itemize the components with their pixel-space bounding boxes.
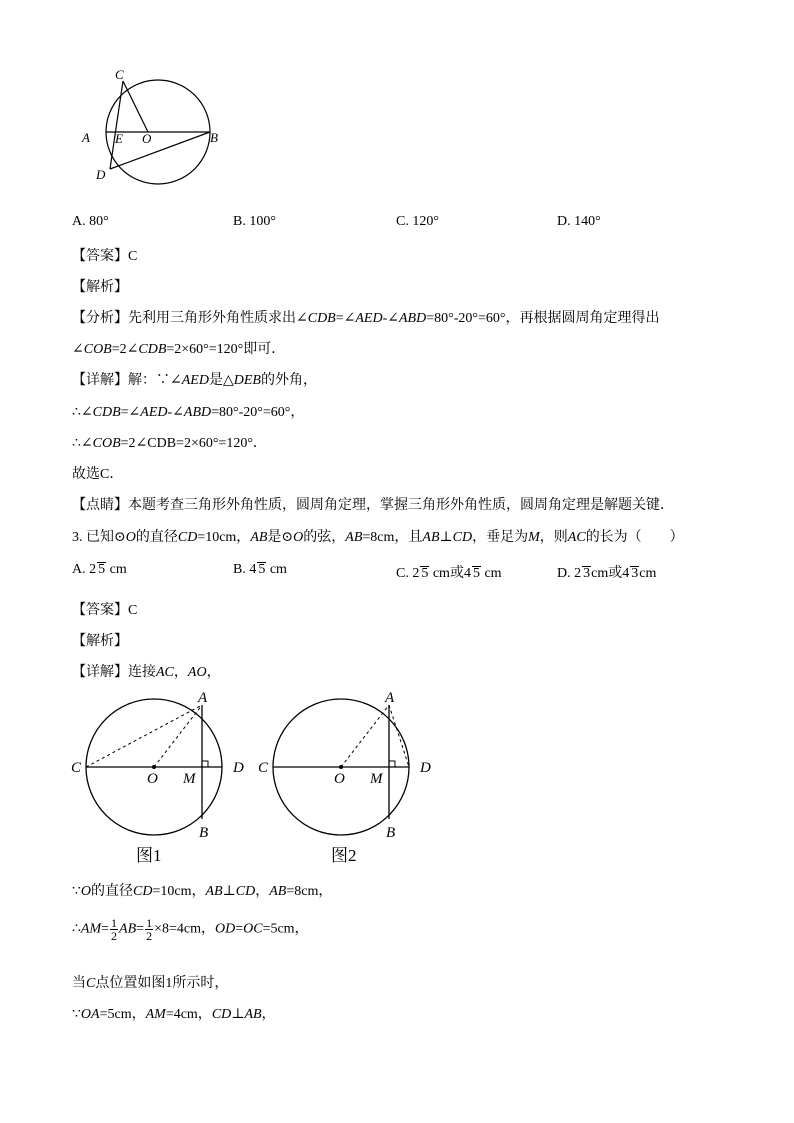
chord-cd (110, 81, 123, 169)
segment-ao (341, 705, 389, 767)
var: ABD (183, 405, 212, 420)
q2-fenxi-line1 (72, 307, 659, 327)
point-e-label: E (115, 131, 123, 146)
sqrt: 3 (631, 566, 639, 581)
point-d-label: D (420, 760, 431, 776)
var: AB (345, 530, 363, 545)
q2-option-d: D. 140° (557, 214, 601, 229)
text: ∴∠ (72, 405, 93, 420)
var: AC (156, 665, 174, 680)
point-b-label: B (386, 825, 396, 841)
text: cm (639, 566, 657, 581)
point-c-label: C (115, 67, 124, 82)
var: CDB (92, 405, 121, 420)
text: =10cm， (197, 530, 251, 545)
var: OA (80, 1007, 100, 1022)
q3-option-a (72, 562, 127, 578)
fraction-half (145, 917, 153, 942)
point-o-label: O (334, 771, 345, 787)
denominator: 2 (111, 929, 118, 943)
denominator: 2 (146, 929, 153, 943)
q2-option-b: B. 100° (233, 214, 276, 229)
center-point (339, 765, 343, 769)
q2-fenxi-line2 (72, 338, 285, 358)
q2-step-2 (72, 432, 267, 452)
sqrt: 5 (98, 562, 106, 577)
var: DEB (233, 373, 261, 388)
text: B. 4 (233, 562, 257, 577)
numerator: 1 (146, 916, 153, 930)
text: cm或4 (591, 566, 630, 581)
point-c-label: C (71, 760, 82, 776)
right-angle-mark (202, 761, 208, 767)
text: 点位置如图1所示时， (95, 976, 229, 991)
q2-analysis-heading: 【解析】 (72, 280, 128, 295)
text: 3. 已知⊙ (72, 530, 126, 545)
q2-step-1 (72, 401, 304, 421)
text: ， (206, 665, 221, 680)
text: ，则 (539, 530, 568, 545)
var: CD (211, 1007, 232, 1022)
text: =10cm， (152, 884, 206, 899)
text: -∠ (382, 311, 399, 326)
center-point (152, 765, 156, 769)
text: =80°-20°=60°， (211, 405, 305, 420)
text: 解：∵∠ (128, 373, 182, 388)
point-d-label: D (233, 760, 244, 776)
text: =2∠CDB=2×60°=120°． (120, 436, 267, 451)
text: 当 (72, 976, 86, 991)
text: ∠ (72, 342, 84, 357)
var: COB (92, 436, 121, 451)
point-a-label: A (82, 130, 90, 145)
point-a-label: A (198, 690, 208, 706)
text: 的直径 (91, 884, 134, 899)
var: AO (187, 665, 207, 680)
q3-xiangjie (72, 661, 221, 681)
var: OC (243, 921, 263, 937)
text: ⊥ (439, 530, 453, 545)
text: ∵ (72, 884, 81, 899)
figure-1-caption: 图1 (136, 846, 162, 865)
text: =2∠ (111, 342, 139, 357)
text: =∠ (120, 405, 141, 420)
text: 的外角， (260, 373, 317, 388)
q3-work-line-3 (72, 972, 228, 992)
point-a-label: A (385, 690, 395, 706)
text: =2×60°=120°即可． (166, 342, 286, 357)
var: AB (250, 530, 268, 545)
text: cm (480, 566, 502, 581)
numerator: 1 (111, 916, 118, 930)
text: 是⊙ (267, 530, 294, 545)
text: 是△ (208, 373, 234, 388)
text: 的长为（ ） (585, 530, 684, 545)
figure-2 (253, 688, 453, 868)
var: AB (269, 884, 287, 899)
text: ，垂足为 (472, 530, 529, 545)
chord-co (123, 81, 148, 132)
q3-option-d (557, 562, 656, 582)
text: 连接 (128, 665, 156, 680)
var: AB (119, 921, 137, 937)
q2-dianjing: 【点睛】本题考查三角形外角性质，圆周角定理，掌握三角形外角性质，圆周角定理是解题关键． (72, 498, 674, 513)
q3-work-line-4 (72, 1003, 276, 1023)
text: =8cm，且 (362, 530, 423, 545)
text: cm或4 (429, 566, 471, 581)
text: = (101, 921, 110, 937)
fenxi-tag: 【分析】 (72, 311, 128, 326)
text: ， (261, 1007, 276, 1022)
var: AED (355, 311, 383, 326)
text: ∴∠ (72, 436, 93, 451)
var: CD (452, 530, 473, 545)
var: AB (205, 884, 223, 899)
var: AM (80, 921, 102, 937)
var: AED (140, 405, 168, 420)
text: cm (266, 562, 287, 577)
segment-ac (86, 705, 202, 767)
var: C (86, 976, 96, 991)
fraction-half (110, 917, 118, 942)
var: O (80, 884, 92, 899)
sqrt: 5 (421, 566, 429, 581)
q3-option-c (396, 562, 502, 582)
text: ⊥ (222, 884, 236, 899)
point-m-label: M (370, 771, 383, 787)
var: CDB (307, 311, 336, 326)
text: =5cm， (262, 921, 309, 937)
xiangjie-tag: 【详解】 (72, 665, 128, 680)
text: A. 2 (72, 562, 97, 577)
q2-choose: 故选C． (72, 467, 124, 482)
q2-xiangjie (72, 369, 317, 389)
text: ×8=4cm， (154, 921, 215, 937)
var: CD (177, 530, 198, 545)
segment-ad (389, 705, 409, 767)
chord-db (110, 132, 210, 169)
text: ⊥ (231, 1007, 245, 1022)
point-d-label: D (96, 167, 106, 182)
var: ABD (399, 311, 427, 326)
q3-analysis-heading: 【解析】 (72, 634, 128, 649)
q2-answer: 【答案】C (72, 249, 138, 264)
var: AED (181, 373, 209, 388)
var: COB (83, 342, 112, 357)
right-angle-mark (389, 761, 395, 767)
var: AB (422, 530, 440, 545)
text: 的直径 (135, 530, 178, 545)
text: 的弦， (303, 530, 346, 545)
sqrt: 3 (583, 566, 591, 581)
text: cm (106, 562, 127, 577)
text: =∠ (335, 311, 356, 326)
text: C. 2 (396, 566, 420, 581)
var: O (293, 530, 304, 545)
var: OD (214, 921, 236, 937)
xiangjie-tag: 【详解】 (72, 373, 128, 388)
var: CD (235, 884, 256, 899)
point-m-label: M (183, 771, 196, 787)
text: = (235, 921, 244, 937)
q3-stem (72, 526, 684, 546)
segment-ao (154, 705, 202, 767)
text: ∵ (72, 1007, 81, 1022)
q2-option-a: A. 80° (72, 214, 109, 229)
sqrt: 5 (258, 562, 266, 577)
point-o-label: O (142, 131, 152, 146)
var: CD (133, 884, 153, 899)
var: CDB (138, 342, 167, 357)
q2-option-c: C. 120° (396, 214, 439, 229)
text: ， (255, 884, 270, 899)
var: AM (145, 1007, 166, 1022)
q3-answer: 【答案】C (72, 603, 138, 618)
point-o-label: O (147, 771, 158, 787)
point-b-label: B (210, 130, 218, 145)
text: ∴ (72, 921, 81, 937)
text: 先利用三角形外角性质求出∠ (128, 311, 308, 326)
text: =5cm， (99, 1007, 146, 1022)
q3-work-line-1 (72, 880, 332, 900)
var: O (125, 530, 136, 545)
circle-figure-q2 (78, 66, 228, 191)
q3-option-b (233, 562, 287, 578)
q3-work-line-2 (72, 917, 309, 942)
text: =4cm， (165, 1007, 212, 1022)
var: AC (567, 530, 586, 545)
text: =80°-20°=60°，再根据圆周角定理得出 (426, 311, 660, 326)
text: = (136, 921, 145, 937)
point-c-label: C (258, 760, 269, 776)
text: -∠ (167, 405, 184, 420)
text: ， (173, 665, 188, 680)
text: D. 2 (557, 566, 582, 581)
var: AB (244, 1007, 262, 1022)
var: M (528, 530, 540, 545)
figure-2-caption: 图2 (331, 846, 357, 865)
point-b-label: B (199, 825, 209, 841)
sqrt: 5 (472, 566, 480, 581)
text: =8cm， (286, 884, 333, 899)
figure-1 (66, 688, 266, 868)
